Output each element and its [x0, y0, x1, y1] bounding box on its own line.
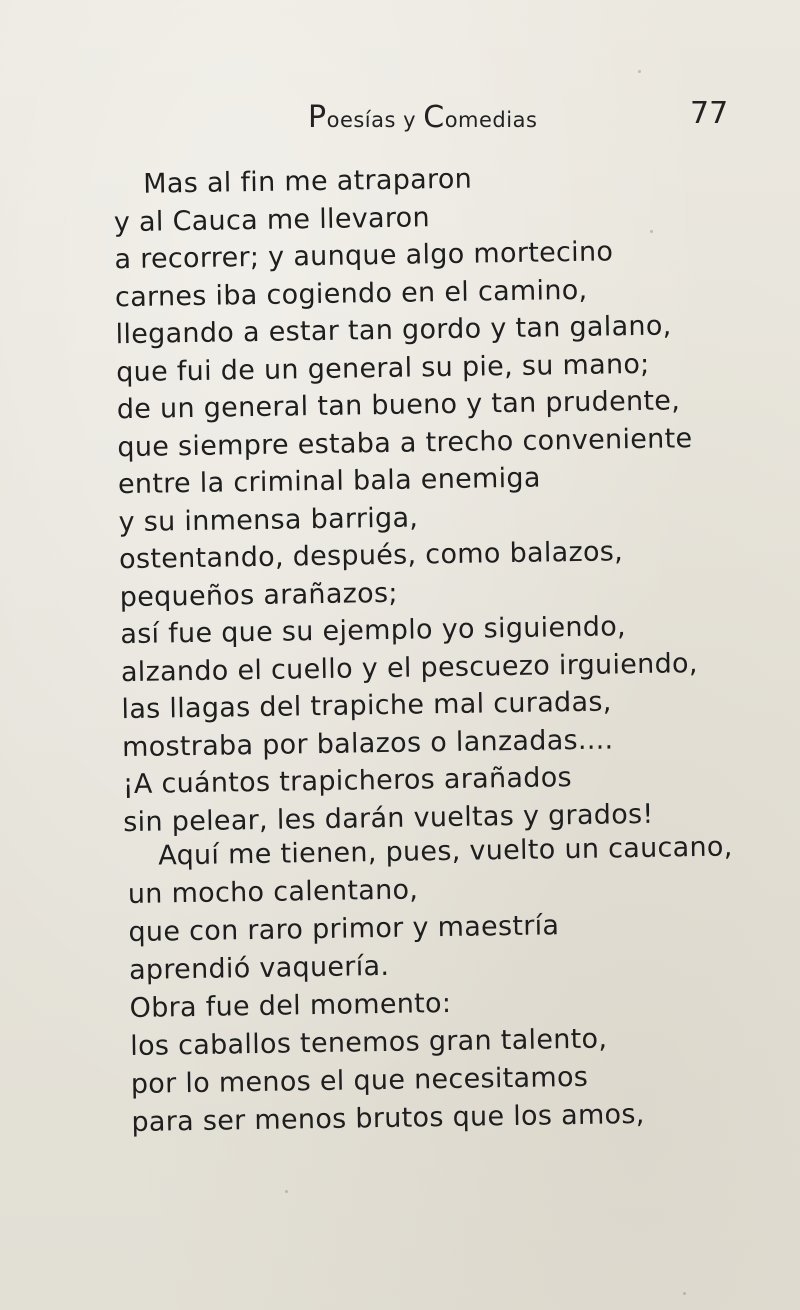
verse-line: carnes iba cogiendo en el camino, [114, 274, 588, 313]
verse-line: que siempre estaba a trecho conveniente [117, 422, 693, 463]
stanza-1 [0, 159, 698, 843]
header-initial: P [308, 100, 327, 135]
verse-line: y su inmensa barriga, [118, 501, 419, 538]
running-header-title [308, 100, 537, 135]
verse-line: aprendió vaquería. [128, 950, 390, 986]
verse-line: Obra fue del momento: [129, 987, 452, 1024]
verse-line: un mocho calentano, [127, 874, 419, 910]
stanza-2 [0, 831, 733, 1144]
header-capital-c: C [423, 100, 445, 135]
verse-line: y al Cauca me llevaron [113, 201, 431, 238]
verse-line: que con raro primor y maestría [128, 910, 560, 948]
verse-line: para ser menos brutos que los amos, [131, 1098, 645, 1138]
verse-line: alzando el cuello y el pescuezo irguiendo, [120, 647, 698, 688]
paper-speck [638, 70, 641, 73]
header-title-end: omedias [444, 108, 538, 132]
verse-line: pequeños arañazos; [119, 577, 398, 613]
verse-line: Aquí me tienen, pues, vuelto un caucano, [158, 831, 733, 872]
paper-speck [683, 1292, 686, 1295]
verse-line: por lo menos el que necesitamos [130, 1061, 589, 1100]
verse-line: entre la criminal bala enemiga [117, 462, 541, 501]
verse-line: Mas al fin me atraparon [143, 163, 473, 200]
verse-line: mostraba por balazos o lanzadas.... [121, 723, 614, 763]
verse-line: llegando a estar tan gordo y tan galano, [115, 310, 672, 351]
verse-line: las llagas del trapiche mal curadas, [121, 686, 612, 726]
verse-line: ¡A cuántos trapicheros arañados [122, 762, 573, 801]
verse-line: que fui de un general su pie, su mano; [115, 348, 650, 388]
verse-line: así fue que su ejemplo yo siguiendo, [120, 611, 627, 651]
verse-line: los caballos tenemos gran talento, [130, 1023, 608, 1062]
paper-speck [285, 1190, 288, 1193]
paper-speck [650, 230, 653, 233]
page-number: 77 [690, 96, 729, 131]
verse-line: a recorrer; y aunque algo mortecino [114, 236, 614, 276]
verse-line: sin pelear, les darán vueltas y grados! [123, 798, 654, 838]
verse-line: de un general tan bueno y tan prudente, [116, 385, 681, 426]
header-title-part: oesías y [326, 108, 424, 132]
verse-line: ostentando, después, como balazos, [118, 536, 624, 576]
